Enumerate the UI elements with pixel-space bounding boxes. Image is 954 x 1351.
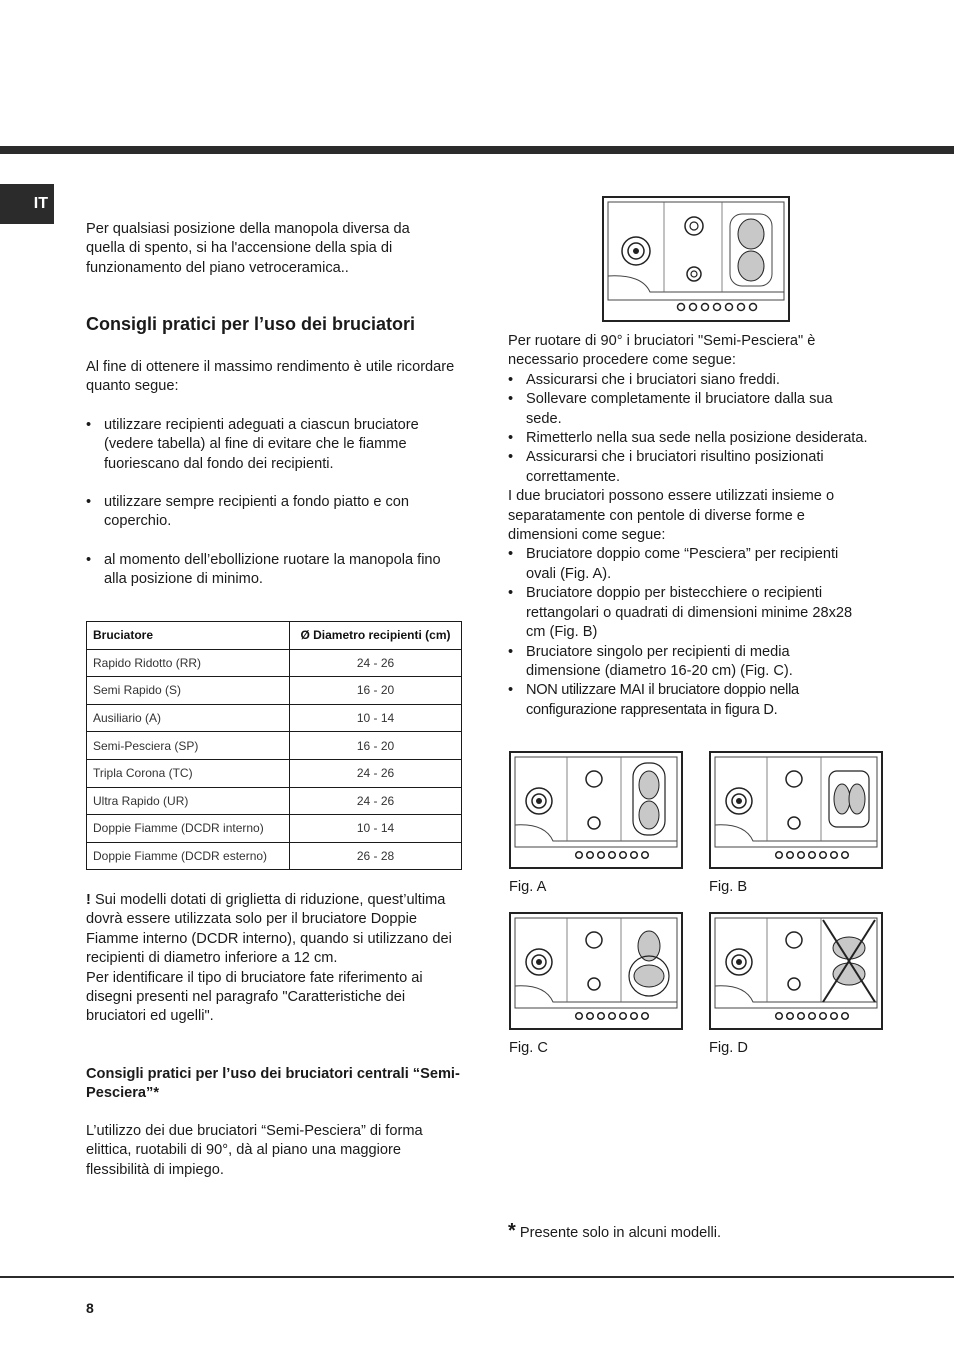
hob-diagram-fig-d xyxy=(709,912,883,1030)
table-cell: 10 - 14 xyxy=(290,815,462,843)
subsection-title: Consigli pratici per l’uso dei bruciatori centrali “Semi-Pesciera”* xyxy=(86,1066,460,1101)
table-row xyxy=(87,677,462,705)
table-row xyxy=(87,649,462,677)
table-cell: Tripla Corona (TC) xyxy=(87,759,290,787)
table-header-row xyxy=(87,622,462,650)
table-cell: Ultra Rapido (UR) xyxy=(87,787,290,815)
tips-list xyxy=(86,551,466,590)
hob-diagram-fig-c xyxy=(509,912,683,1030)
table-cell: 16 - 20 xyxy=(290,677,462,705)
list-item: • utilizzare recipienti adeguati a ciascun bruciatore (vedere tabella) al fine di evitare che le fiamme fuoriescano dal fondo dei recipienti. xyxy=(86,416,458,474)
table-row xyxy=(87,732,462,760)
intro-text: Per qualsiasi posizione della manopola diversa da quella di spento, si ha l'accensione della spia di funzionamento del piano vetroceramica.. xyxy=(86,221,410,276)
usage-list xyxy=(508,545,868,720)
page-number: 8 xyxy=(86,1300,94,1316)
list-item-warning: • NON utilizzare MAI il bruciatore doppio nella configurazione rappresentata in figura D. xyxy=(508,681,868,720)
subsection-body: L’utilizzo dei due bruciatori “Semi-Pesciera” di forma elittica, ruotabili di 90°, dà al piano una maggiore flessibilità di impiego. xyxy=(86,1123,423,1178)
footer-line xyxy=(0,1276,954,1278)
section-lead: Al fine di ottenere il massimo rendimento è utile ricordare quanto segue: xyxy=(86,359,455,395)
rotate-lead: Per ruotare di 90° i bruciatori "Semi-Pesciera" è necessario procedere come segue: xyxy=(508,333,816,369)
list-item: • Sollevare completamente il bruciatore dalla sua sede. xyxy=(508,390,868,429)
table-row xyxy=(87,704,462,732)
header-bar xyxy=(0,146,954,154)
warning-mark: ! xyxy=(86,892,91,908)
list-item: • Rimetterlo nella sua sede nella posizione desiderata. xyxy=(508,429,868,448)
list-item: • Bruciatore doppio come “Pesciera” per recipienti ovali (Fig. A). xyxy=(508,545,868,584)
list-item: • Assicurarsi che i bruciatori risultino posizionati correttamente. xyxy=(508,448,868,487)
table-cell: Doppie Fiamme (DCDR esterno) xyxy=(87,842,290,870)
fig-caption: Fig. A xyxy=(509,879,547,895)
warning-text: Sui modelli dotati di griglietta di riduzione, quest’ultima dovrà essere utilizzata solo per il bruciatore Doppie Fiamme interno (DCDR interno), quando si utilizzano dei recipienti di diametro inferiore a 12 cm. xyxy=(86,892,452,967)
footnote-mark: * xyxy=(508,1220,516,1242)
table-cell: Semi-Pesciera (SP) xyxy=(87,732,290,760)
list-item: • utilizzare sempre recipienti a fondo piatto e con coperchio. xyxy=(86,493,458,532)
hob-diagram-main xyxy=(602,196,790,322)
hob-diagram-fig-b xyxy=(709,751,883,869)
tips-list xyxy=(86,493,458,532)
table-cell: 24 - 26 xyxy=(290,759,462,787)
table-cell: Doppie Fiamme (DCDR interno) xyxy=(87,815,290,843)
usage-lead: I due bruciatori possono essere utilizzati insieme o separatamente con pentole di diverse forme e dimensioni come segue: xyxy=(508,488,835,544)
table-cell: 26 - 28 xyxy=(290,842,462,870)
table-row xyxy=(87,759,462,787)
table-cell: Ausiliario (A) xyxy=(87,704,290,732)
table-header: Bruciatore xyxy=(87,622,290,650)
table-row xyxy=(87,815,462,843)
table-row xyxy=(87,842,462,870)
list-item: • Bruciatore singolo per recipienti di media dimensione (diametro 16-20 cm) (Fig. C). xyxy=(508,643,868,682)
language-tab: IT xyxy=(0,184,54,224)
list-item: • Assicurarsi che i bruciatori siano freddi. xyxy=(508,371,868,390)
table-cell: 24 - 26 xyxy=(290,649,462,677)
burner-table xyxy=(86,621,462,870)
table-row xyxy=(87,787,462,815)
rotate-steps xyxy=(508,371,868,487)
warning-reference: Per identificare il tipo di bruciatore fate riferimento ai disegni presenti nel paragrafo "Caratteristiche dei bruciatori ed ugelli". xyxy=(86,969,423,1025)
rotate-instructions xyxy=(508,332,868,720)
hob-diagram-fig-a xyxy=(509,751,683,869)
tips-list xyxy=(86,416,458,474)
table-cell: 16 - 20 xyxy=(290,732,462,760)
footnote xyxy=(508,1222,868,1243)
footnote-text: Presente solo in alcuni modelli. xyxy=(519,1225,722,1241)
warning-note xyxy=(86,891,462,1027)
table-cell: Rapido Ridotto (RR) xyxy=(87,649,290,677)
table-cell: Semi Rapido (S) xyxy=(87,677,290,705)
list-item: • Bruciatore doppio per bistecchiere o recipienti rettangolari o quadrati di dimensioni minime 28x28 cm (Fig. B) xyxy=(508,584,868,642)
table-cell: 24 - 26 xyxy=(290,787,462,815)
table-header: Ø Diametro recipienti (cm) xyxy=(290,622,462,650)
table-cell: 10 - 14 xyxy=(290,704,462,732)
section-title: Consigli pratici per l’uso dei bruciatori xyxy=(86,314,416,334)
fig-caption: Fig. C xyxy=(509,1040,548,1056)
list-item: • al momento dell’ebollizione ruotare la manopola fino alla posizione di minimo. xyxy=(86,551,466,590)
fig-caption: Fig. B xyxy=(709,879,748,895)
fig-caption: Fig. D xyxy=(709,1040,748,1056)
